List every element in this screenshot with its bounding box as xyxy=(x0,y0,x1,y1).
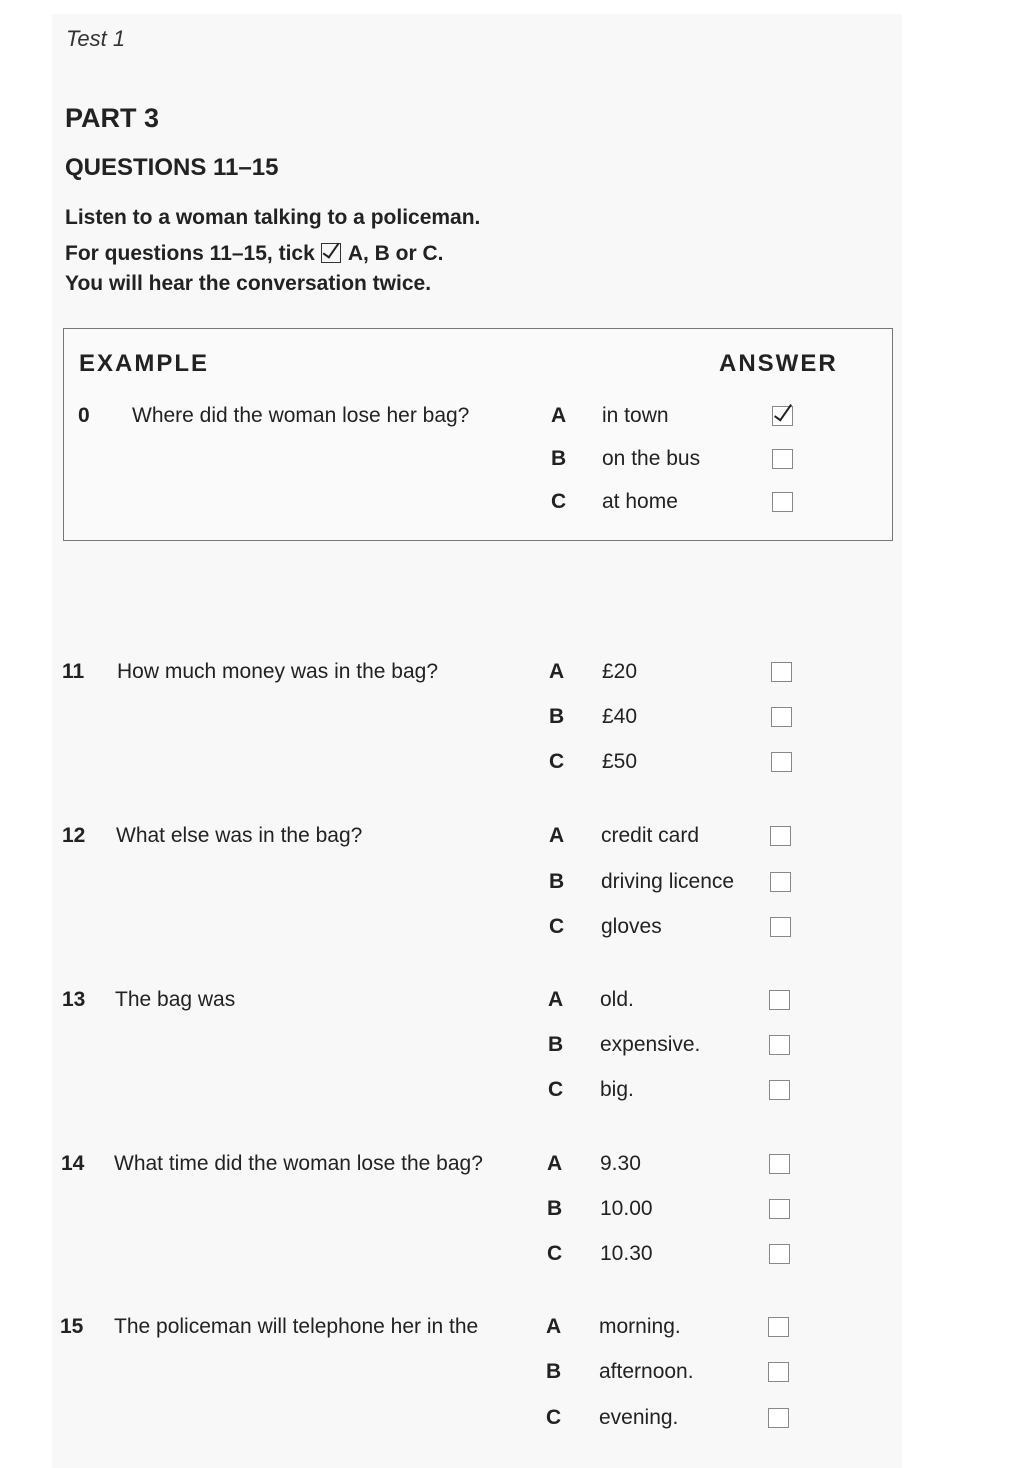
option-letter: A xyxy=(549,824,565,847)
answer-checkbox[interactable] xyxy=(768,1362,789,1382)
answer-checkbox[interactable] xyxy=(768,1408,789,1428)
example-option-letter-b: B xyxy=(551,447,567,470)
option-letter: A xyxy=(548,988,564,1011)
answer-checkbox[interactable] xyxy=(770,872,791,892)
answer-checkbox[interactable] xyxy=(770,917,791,937)
option-letter: A xyxy=(547,1152,563,1175)
questions-title: QUESTIONS 11–15 xyxy=(65,154,279,181)
option-letter: B xyxy=(546,1360,562,1383)
answer-checkbox[interactable] xyxy=(769,1035,790,1055)
answer-checkbox[interactable] xyxy=(771,707,792,727)
question-number: 13 xyxy=(62,988,86,1011)
example-option-text-b: on the bus xyxy=(602,447,701,470)
option-letter: B xyxy=(547,1197,563,1220)
example-option-letter-a: A xyxy=(551,404,567,427)
option-letter: A xyxy=(549,660,565,683)
answer-checkbox[interactable] xyxy=(769,1154,790,1174)
option-letter: A xyxy=(546,1315,562,1338)
option-text: expensive. xyxy=(600,1033,701,1056)
example-number: 0 xyxy=(78,404,90,427)
question-number: 15 xyxy=(60,1315,84,1338)
test-label: Test 1 xyxy=(66,26,126,51)
option-text: evening. xyxy=(599,1406,679,1429)
option-text: 9.30 xyxy=(600,1152,641,1175)
example-checkbox-c[interactable] xyxy=(772,492,793,512)
answer-checkbox[interactable] xyxy=(769,1080,790,1100)
option-text: big. xyxy=(600,1078,634,1101)
part-title: PART 3 xyxy=(65,103,160,133)
answer-checkbox[interactable] xyxy=(771,752,792,772)
answer-checkbox[interactable] xyxy=(769,990,790,1010)
option-letter: C xyxy=(546,1406,562,1429)
example-checkbox-a[interactable] xyxy=(772,406,793,426)
option-text: old. xyxy=(600,988,634,1011)
option-text: 10.30 xyxy=(600,1242,653,1265)
option-text: morning. xyxy=(599,1315,681,1338)
instruction-line-1: Listen to a woman talking to a policeman. xyxy=(65,206,481,229)
option-text: £40 xyxy=(602,705,638,728)
option-letter: B xyxy=(549,705,565,728)
option-text: afternoon. xyxy=(599,1360,694,1383)
option-text: 10.00 xyxy=(600,1197,653,1220)
instruction-line-2-start: For questions 11–15, tick xyxy=(65,242,315,265)
answer-heading: ANSWER xyxy=(719,350,838,377)
instruction-line-3: You will hear the conversation twice. xyxy=(65,272,432,295)
question-text: The policeman will telephone her in the xyxy=(114,1315,479,1338)
example-option-text-c: at home xyxy=(602,490,678,513)
question-number: 14 xyxy=(61,1152,85,1175)
option-text: gloves xyxy=(601,915,662,938)
option-letter: B xyxy=(548,1033,564,1056)
answer-checkbox[interactable] xyxy=(769,1199,790,1219)
tick-box-icon xyxy=(321,243,341,263)
question-number: 11 xyxy=(62,660,85,683)
question-text: What else was in the bag? xyxy=(116,824,363,847)
option-text: £50 xyxy=(602,750,638,773)
option-letter: C xyxy=(547,1242,563,1265)
example-question: Where did the woman lose her bag? xyxy=(132,404,470,427)
answer-checkbox[interactable] xyxy=(769,1244,790,1264)
answer-checkbox[interactable] xyxy=(770,826,791,846)
answer-checkbox[interactable] xyxy=(771,662,792,682)
instruction-line-2-end: A, B or C. xyxy=(347,242,444,265)
example-heading: EXAMPLE xyxy=(79,350,210,377)
option-letter: B xyxy=(549,870,565,893)
option-letter: C xyxy=(549,750,565,773)
question-text: The bag was xyxy=(115,988,236,1011)
example-checkbox-b[interactable] xyxy=(772,449,793,469)
answer-checkbox[interactable] xyxy=(768,1317,789,1337)
question-number: 12 xyxy=(62,824,86,847)
question-text: How much money was in the bag? xyxy=(117,660,438,683)
instruction-line-2 xyxy=(65,242,444,266)
option-text: driving licence xyxy=(601,870,735,893)
option-letter: C xyxy=(548,1078,564,1101)
option-letter: C xyxy=(549,915,565,938)
option-text: £20 xyxy=(602,660,638,683)
question-text: What time did the woman lose the bag? xyxy=(114,1152,483,1175)
example-option-letter-c: C xyxy=(551,490,567,513)
option-text: credit card xyxy=(601,824,700,847)
example-option-text-a: in town xyxy=(602,404,669,427)
